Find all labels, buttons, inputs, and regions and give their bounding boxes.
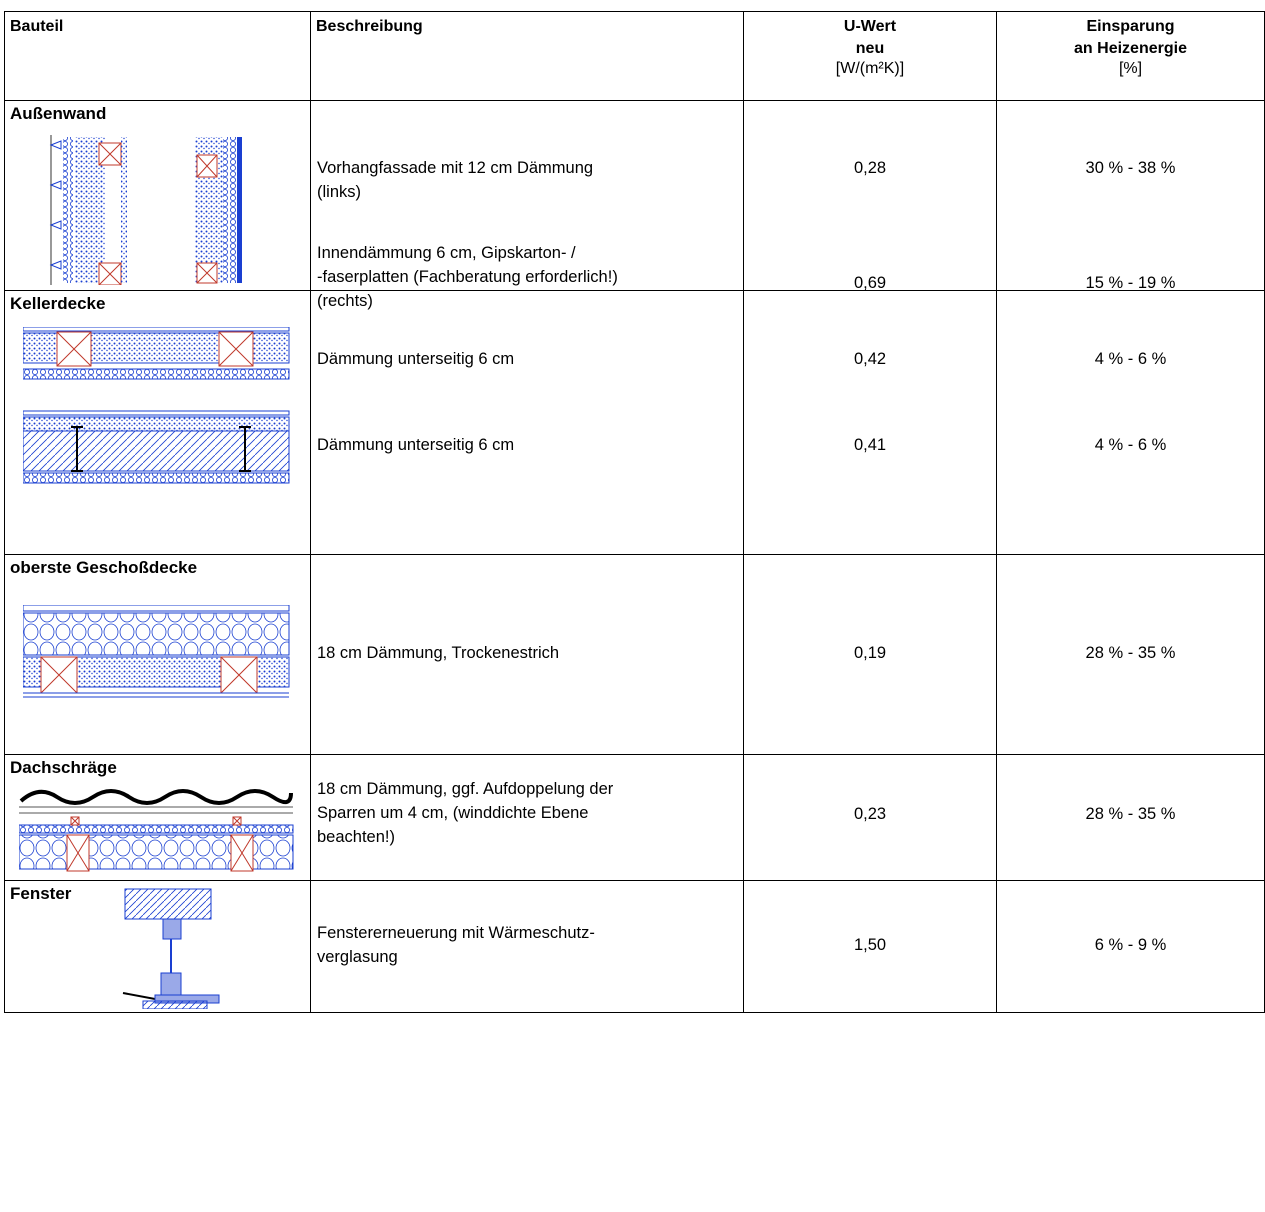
description-text	[317, 156, 593, 204]
uwert-value: 0,23	[853, 805, 887, 823]
uwert-value: 1,50	[853, 936, 887, 954]
component-cell-kellerdecke	[5, 291, 311, 555]
uwert-cell	[744, 755, 997, 881]
roof-slope-drawing	[19, 785, 295, 875]
uwert-value: 0,19	[853, 644, 887, 662]
description-cell	[311, 755, 744, 881]
header-einsparung-line2: an Heizenergie	[1074, 40, 1187, 57]
table-row	[5, 555, 1265, 755]
description-line: Innendämmung 6 cm, Gipskarton- /	[317, 244, 576, 262]
savings-cell	[997, 881, 1265, 1013]
savings-cell	[997, 555, 1265, 755]
uwert-value: 0,69	[853, 274, 887, 292]
uwert-value: 0,41	[853, 436, 887, 454]
table-row	[5, 755, 1265, 881]
description-cell	[311, 881, 744, 1013]
savings-value: 30 % - 38 %	[1085, 159, 1176, 177]
header-einsparung	[997, 12, 1265, 101]
description-text	[317, 433, 514, 457]
description-line: beachten!)	[317, 828, 395, 846]
description-line: (links)	[317, 183, 361, 201]
description-line: -faserplatten (Fachberatung erforderlich!)	[317, 268, 618, 286]
uwert-value: 0,42	[853, 350, 887, 368]
description-text	[317, 641, 559, 665]
basement-ceiling-drawing	[23, 327, 291, 487]
header-beschreibung-label: Beschreibung	[316, 18, 423, 35]
savings-value: 4 % - 6 %	[1094, 350, 1167, 368]
savings-value: 4 % - 6 %	[1094, 436, 1167, 454]
description-line: Dämmung unterseitig 6 cm	[317, 350, 515, 368]
component-cell-fenster	[5, 881, 311, 1013]
uwert-cell	[744, 101, 997, 291]
header-uwert-line2: neu	[855, 40, 885, 57]
description-line: verglasung	[317, 948, 398, 966]
table-row	[5, 291, 1265, 555]
uwert-cell	[744, 555, 997, 755]
description-line: Sparren um 4 cm, (winddichte Ebene	[317, 804, 589, 822]
savings-cell	[997, 101, 1265, 291]
table-row	[5, 881, 1265, 1013]
component-label: oberste Geschoßdecke	[10, 558, 198, 577]
component-label: Kellerdecke	[10, 294, 106, 313]
header-einsparung-line1: Einsparung	[1086, 18, 1175, 35]
wall-section-drawing	[45, 135, 245, 285]
top-ceiling-drawing	[23, 605, 291, 725]
description-line: (rechts)	[317, 292, 373, 310]
header-uwert	[744, 12, 997, 101]
component-cell-dachschraege	[5, 755, 311, 881]
header-bauteil-label: Bauteil	[10, 18, 64, 35]
component-label: Dachschräge	[10, 758, 117, 777]
component-label: Fenster	[10, 884, 72, 903]
description-line: Fenstererneuerung mit Wärmeschutz-	[317, 924, 595, 942]
component-cell-geschossdecke	[5, 555, 311, 755]
header-bauteil	[5, 12, 311, 101]
uwert-cell	[744, 291, 997, 555]
header-uwert-line1: U-Wert	[843, 18, 897, 35]
savings-cell	[997, 291, 1265, 555]
savings-value: 28 % - 35 %	[1085, 644, 1176, 662]
uwert-cell	[744, 881, 997, 1013]
savings-value: 15 % - 19 %	[1085, 274, 1176, 292]
description-line: 18 cm Dämmung, ggf. Aufdoppelung der	[317, 780, 614, 798]
header-beschreibung	[311, 12, 744, 101]
description-text	[317, 347, 514, 371]
insulation-table	[4, 11, 1265, 1013]
window-section-drawing	[115, 887, 235, 1009]
uwert-value: 0,28	[853, 159, 887, 177]
description-line: Dämmung unterseitig 6 cm	[317, 436, 515, 454]
header-uwert-unit: [W/(m²K)]	[835, 60, 905, 77]
description-text	[317, 777, 613, 849]
description-cell	[311, 101, 744, 310]
header-einsparung-unit: [%]	[1118, 60, 1143, 77]
header-row	[5, 12, 1265, 101]
savings-cell	[997, 755, 1265, 881]
description-cell	[311, 291, 744, 555]
description-cell	[311, 555, 744, 755]
description-line: 18 cm Dämmung, Trockenestrich	[317, 644, 560, 662]
component-label: Außenwand	[10, 104, 107, 123]
savings-value: 6 % - 9 %	[1094, 936, 1167, 954]
description-text	[317, 921, 595, 969]
savings-value: 28 % - 35 %	[1085, 805, 1176, 823]
component-cell-aussenwand	[5, 101, 311, 291]
description-line: Vorhangfassade mit 12 cm Dämmung	[317, 159, 594, 177]
table-row	[5, 101, 1265, 291]
